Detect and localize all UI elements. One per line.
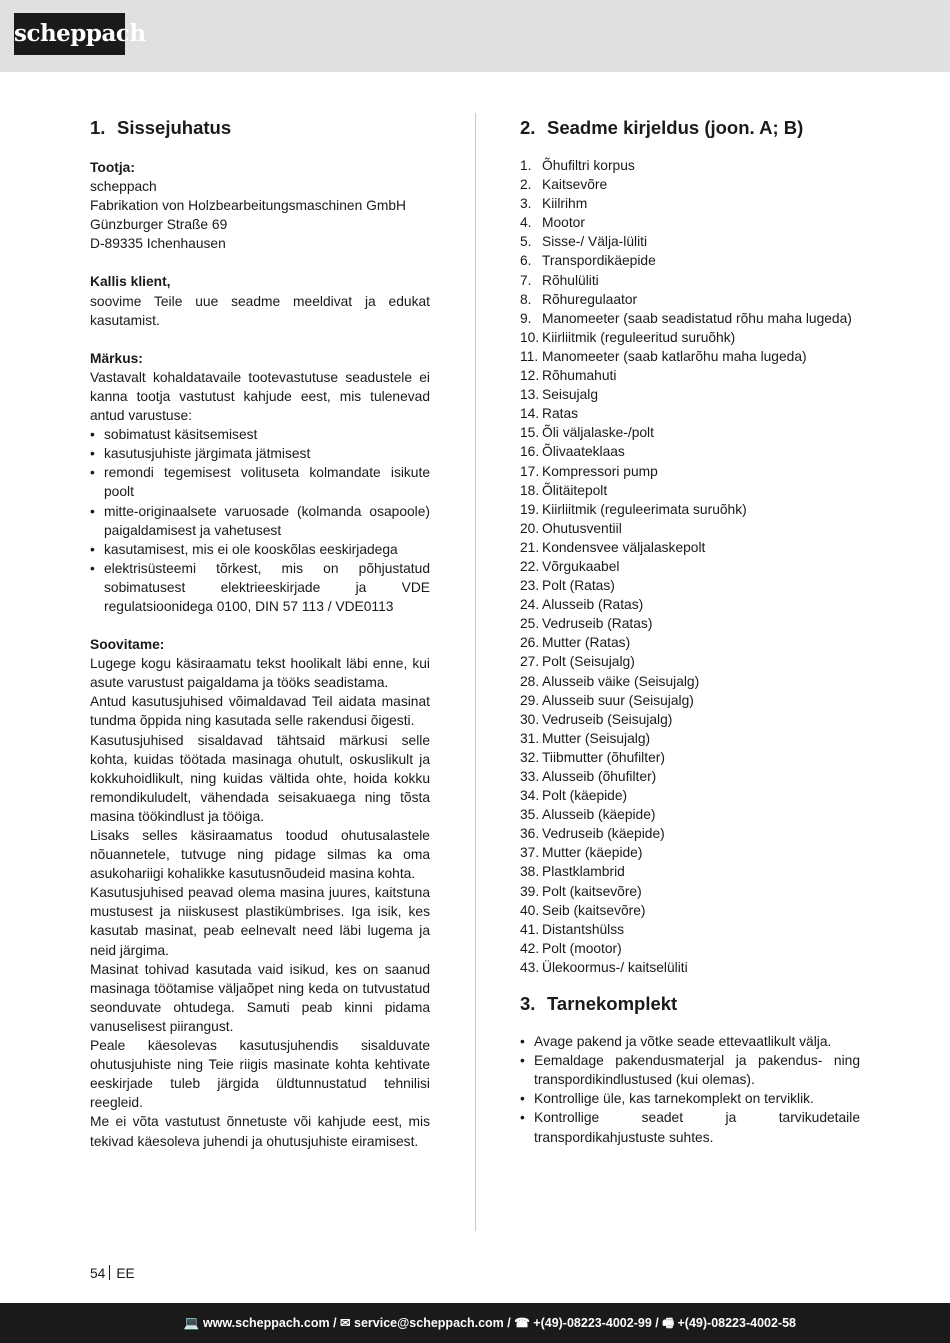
list-item: • kasutamisest, mis ei ole kooskõlas eeskirjadega xyxy=(90,540,430,559)
part-item xyxy=(520,939,860,958)
part-number: 32. xyxy=(520,749,540,765)
part-number: 7. xyxy=(520,272,532,288)
part-item xyxy=(520,423,860,442)
part-number: 19. xyxy=(520,501,540,517)
part-label: Vedruseib (Seisujalg) xyxy=(542,711,673,727)
part-number: 25. xyxy=(520,616,540,632)
part-number: 27. xyxy=(520,654,540,670)
section-1-title: Sissejuhatus xyxy=(117,117,232,138)
page-number-separator xyxy=(109,1265,110,1280)
part-label: Mutter (Ratas) xyxy=(542,635,631,651)
part-label: Õlitäitepolt xyxy=(542,482,608,498)
part-item xyxy=(520,442,860,461)
part-number: 1. xyxy=(520,158,532,173)
part-label: Transpordikäepide xyxy=(542,253,656,269)
part-label: Ratas xyxy=(542,406,579,422)
part-number: 4. xyxy=(520,215,532,231)
part-label: Kompressori pump xyxy=(542,463,658,479)
part-item xyxy=(520,404,860,423)
email-link[interactable]: service@scheppach.com / xyxy=(354,1316,511,1330)
paragraph: Kasutusjuhised peavad olema masina juures, kaitstuna mustusest ja niiskusest plastikümbrises. Iga isik, kes kasutab masinat, peab eelnevalt need läbi lugema ja neid järgima. xyxy=(90,885,430,958)
part-label: Kiilrihm xyxy=(542,196,588,212)
part-label: Alusseib (Ratas) xyxy=(542,597,644,613)
list-item: • Kontrollige seadet ja tarvikudetaile transpordikahjustuste suhtes. xyxy=(520,1108,860,1146)
part-item xyxy=(520,481,860,500)
part-label: Polt (kaitsevõre) xyxy=(542,883,642,899)
part-label: Sisse-/ Välja-lüliti xyxy=(542,234,648,250)
part-number: 42. xyxy=(520,940,540,956)
manufacturer-line: scheppach xyxy=(90,179,157,195)
part-number: 11. xyxy=(520,348,539,364)
part-item xyxy=(520,958,860,977)
part-label: Rõhumahuti xyxy=(542,368,617,384)
part-number: 2. xyxy=(520,177,532,193)
part-item xyxy=(520,882,860,901)
section-2-heading xyxy=(520,117,860,139)
part-label: Tiibmutter (õhufilter) xyxy=(542,749,665,765)
part-item xyxy=(520,901,860,920)
part-item xyxy=(520,710,860,729)
paragraph: Lisaks selles käsiraamatus toodud ohutusalastele nõuannetele, tutvuge ning pidage silmas ka oma asukohariigi kohalikke kasutusnõudeid masina kohta. xyxy=(90,828,430,882)
part-number: 20. xyxy=(520,520,540,536)
part-label: Kaitsevõre xyxy=(542,177,608,193)
part-number: 43. xyxy=(520,959,540,975)
part-number: 26. xyxy=(520,635,540,651)
part-label: Manomeeter (saab katlarõhu maha lugeda) xyxy=(542,348,807,364)
paragraph: Me ei võta vastutust õnnetuste või kahjude eest, mis tekivad käesoleva juhendi ja ohutusjuhiste eiramisest. xyxy=(90,1114,430,1149)
part-label: Võrgukaabel xyxy=(542,558,620,574)
part-number: 3. xyxy=(520,196,532,212)
part-item xyxy=(520,557,860,576)
part-item xyxy=(520,862,860,881)
note-text: Vastavalt kohaldatavaile tootevastutuse seadustele ei kanna tootja vastutust kahjude eest, mis tulenevad antud varustuse: xyxy=(90,369,430,424)
part-label: Polt (käepide) xyxy=(542,788,628,804)
part-item xyxy=(520,652,860,671)
part-number: 6. xyxy=(520,253,532,269)
paragraph: Peale käesolevas kasutusjuhendis sisalduvate ohutusjuhiste ning Teie riigis masinate kohta kehtivate eeskirjade tuleb järgida üldtunnustatud tehnilisi reegleid. xyxy=(90,1038,430,1111)
page-number xyxy=(90,1264,135,1283)
customer-label: Kallis klient, xyxy=(90,274,171,290)
part-label: Polt (Seisujalg) xyxy=(542,654,635,670)
page-footer xyxy=(0,1303,950,1343)
list-item: • Avage pakend ja võtke seade ettevaatlikult välja. xyxy=(520,1032,860,1051)
part-number: 35. xyxy=(520,807,540,823)
part-number: 10. xyxy=(520,329,540,345)
part-item xyxy=(520,156,860,175)
delivery-list xyxy=(520,1032,860,1147)
part-number: 12. xyxy=(520,368,540,384)
part-item xyxy=(520,538,860,557)
part-number: 24. xyxy=(520,597,540,613)
part-item xyxy=(520,462,860,481)
part-item xyxy=(520,805,860,824)
manufacturer-line: Fabrikation von Holzbearbeitungsmaschinen GmbH xyxy=(90,198,406,214)
part-number: 21. xyxy=(520,539,540,555)
part-item xyxy=(520,232,860,251)
left-column xyxy=(90,108,430,1151)
customer-text: soovime Teile uue seadme meeldivat ja edukat kasutamist. xyxy=(90,293,430,328)
part-number: 40. xyxy=(520,902,540,918)
part-number: 22. xyxy=(520,558,540,574)
part-item xyxy=(520,290,860,309)
part-item xyxy=(520,328,860,347)
part-item xyxy=(520,309,860,328)
part-item xyxy=(520,729,860,748)
list-item: • kasutusjuhiste järgimata jätmisest xyxy=(90,444,430,463)
part-label: Kiirliitmik (reguleerimata suruõhk) xyxy=(542,501,747,517)
fax-number: +(49)-08223-4002-58 xyxy=(677,1316,796,1330)
note-block xyxy=(90,349,430,616)
part-number: 37. xyxy=(520,845,540,861)
part-number: 34. xyxy=(520,788,540,804)
part-label: Õli väljalaske-/polt xyxy=(542,425,654,441)
note-label: Märkus: xyxy=(90,350,143,366)
paragraph: Masinat tohivad kasutada vaid isikud, kes on saanud masinaga töötamise väljaõpet ning keda on tutvustatud seonduvate ohtudega. Samuti peab kinni pidama vanuselisest piirangust. xyxy=(90,961,430,1034)
part-label: Mutter (Seisujalg) xyxy=(542,730,651,746)
recommend-label: Soovitame: xyxy=(90,637,165,653)
part-item xyxy=(520,614,860,633)
part-item xyxy=(520,194,860,213)
part-number: 29. xyxy=(520,692,540,708)
paragraph: Kasutusjuhised sisaldavad tähtsaid märkusi selle kohta, kuidas töötada masinaga ohutult, oskuslikult ja kokkuhoidlikult, ning kuidas vältida ohte, hoida kokku remondikuludelt, vähendada seisakuaega ning tõsta masina töökindlust ja tööiga. xyxy=(90,732,430,824)
part-label: Seib (kaitsevõre) xyxy=(542,902,646,918)
part-number: 41. xyxy=(520,921,540,937)
section-3-number: 3. xyxy=(520,993,536,1015)
paragraph: Lugege kogu käsiraamatu tekst hoolikalt läbi enne, kui asute varustust paigaldama ja tööks seadistama. xyxy=(90,656,430,691)
part-label: Alusseib suur (Seisujalg) xyxy=(542,692,694,708)
part-label: Mootor xyxy=(542,215,585,231)
part-number: 38. xyxy=(520,864,540,880)
part-item xyxy=(520,175,860,194)
language-code: EE xyxy=(116,1266,135,1281)
part-item xyxy=(520,519,860,538)
scheppach-logo: scheppach xyxy=(14,13,125,55)
part-label: Distantshülss xyxy=(542,921,625,937)
part-item xyxy=(520,748,860,767)
manufacturer-line: Günzburger Straße 69 xyxy=(90,217,228,233)
list-item: • Eemaldage pakendusmaterjal ja pakendus- ning transpordikindlustused (kui olemas). xyxy=(520,1051,860,1089)
phone-icon: ☎ xyxy=(514,1316,530,1330)
part-number: 9. xyxy=(520,310,532,326)
part-label: Alusseib (õhufilter) xyxy=(542,769,657,784)
part-number: 39. xyxy=(520,883,540,899)
page-header xyxy=(0,0,950,72)
part-item xyxy=(520,500,860,519)
section-2-number: 2. xyxy=(520,117,536,138)
part-label: Alusseib (käepide) xyxy=(542,807,656,823)
list-item: • sobimatust käsitsemisest xyxy=(90,425,430,444)
part-number: 13. xyxy=(520,387,540,403)
recommend-block xyxy=(90,635,430,1151)
part-item xyxy=(520,366,860,385)
part-number: 33. xyxy=(520,769,540,784)
part-label: Kiirliitmik (reguleeritud suruõhk) xyxy=(542,329,736,345)
part-label: Õhufiltri korpus xyxy=(542,158,635,173)
part-label: Kondensvee väljalaskepolt xyxy=(542,539,706,555)
part-item xyxy=(520,691,860,710)
part-number: 14. xyxy=(520,406,540,422)
phone-number: +(49)-08223-4002-99 / xyxy=(533,1316,659,1330)
part-item xyxy=(520,920,860,939)
part-label: Plastklambrid xyxy=(542,864,625,880)
part-number: 15. xyxy=(520,425,540,441)
manufacturer-label: Tootja: xyxy=(90,160,135,175)
part-item xyxy=(520,385,860,404)
section-2-title: Seadme kirjeldus (joon. A; B) xyxy=(547,117,804,138)
part-item xyxy=(520,843,860,862)
right-column xyxy=(520,108,860,1147)
section-3-title: Tarnekomplekt xyxy=(547,993,678,1015)
part-item xyxy=(520,347,860,366)
part-item xyxy=(520,633,860,652)
part-label: Rõhuregulaator xyxy=(542,291,638,307)
part-item xyxy=(520,786,860,805)
part-number: 30. xyxy=(520,711,540,727)
part-item xyxy=(520,824,860,843)
liability-list xyxy=(90,425,430,616)
part-number: 18. xyxy=(520,482,540,498)
part-item xyxy=(520,576,860,595)
list-item: • elektrisüsteemi tõrkest, mis on põhjustatud sobimatusest elektrieeskirjade ja VDE regulatsioonidega 0100, DIN 57 113 / VDE0113 xyxy=(90,559,430,616)
computer-icon: 💻 xyxy=(183,1316,200,1330)
part-item xyxy=(520,595,860,614)
part-label: Mutter (käepide) xyxy=(542,845,643,861)
website-link[interactable]: www.scheppach.com / xyxy=(202,1316,337,1330)
part-item xyxy=(520,271,860,290)
part-label: Õlivaateklaas xyxy=(542,444,625,460)
part-label: Alusseib väike (Seisujalg) xyxy=(542,673,700,689)
section-1-number: 1. xyxy=(90,117,106,138)
fax-icon: 🖷 xyxy=(662,1316,675,1330)
page-number-value: 54 xyxy=(90,1266,106,1281)
part-label: Seisujalg xyxy=(542,387,598,403)
part-number: 31. xyxy=(520,730,540,746)
part-label: Polt (mootor) xyxy=(542,940,622,956)
part-number: 17. xyxy=(520,463,540,479)
part-number: 8. xyxy=(520,291,532,307)
customer-block xyxy=(90,272,430,329)
part-item xyxy=(520,251,860,270)
part-label: Vedruseib (Ratas) xyxy=(542,616,653,632)
manufacturer-block xyxy=(90,158,430,253)
part-number: 28. xyxy=(520,673,540,689)
part-label: Polt (Ratas) xyxy=(542,578,615,594)
part-label: Ülekoormus-/ kaitselüliti xyxy=(542,959,688,975)
part-label: Ohutusventiil xyxy=(542,520,622,536)
paragraph: Antud kasutusjuhised võimaldavad Teil aidata masinat tundma õppida ning kasutada selle rakendusi õigesti. xyxy=(90,694,430,729)
manufacturer-line: D-89335 Ichenhausen xyxy=(90,236,226,252)
part-item xyxy=(520,767,860,786)
part-label: Rõhulüliti xyxy=(542,272,599,288)
part-item xyxy=(520,672,860,691)
list-item: • Kontrollige üle, kas tarnekomplekt on terviklik. xyxy=(520,1089,860,1108)
parts-list xyxy=(520,156,860,977)
part-label: Manomeeter (saab seadistatud rõhu maha lugeda) xyxy=(542,310,852,326)
part-number: 36. xyxy=(520,826,540,842)
list-item: • mitte-originaalsete varuosade (kolmanda osapoole) paigaldamisest ja vahetusest xyxy=(90,502,430,540)
part-number: 5. xyxy=(520,234,532,250)
section-1-heading xyxy=(90,117,430,139)
mail-icon: ✉ xyxy=(340,1316,351,1330)
column-divider xyxy=(475,113,476,1231)
part-label: Vedruseib (käepide) xyxy=(542,826,665,842)
part-number: 16. xyxy=(520,444,540,460)
list-item: • remondi tegemisest volituseta kolmandate isikute poolt xyxy=(90,463,430,501)
section-3-heading xyxy=(520,993,860,1015)
part-item xyxy=(520,213,860,232)
part-number: 23. xyxy=(520,578,540,594)
